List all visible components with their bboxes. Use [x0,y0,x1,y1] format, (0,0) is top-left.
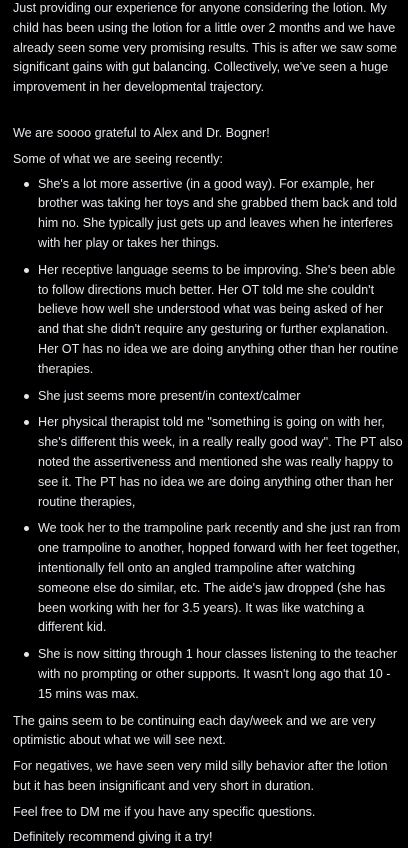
list-item [13,261,403,380]
bullet-icon [24,526,29,531]
bullet-icon [24,182,29,187]
list-item [13,387,403,407]
observations-list [13,175,403,705]
post-thanks-text: We are soooo grateful to Alex and Dr. Bogner! [13,125,270,140]
list-item-text: We took her to the trampoline park recently and she just ran from one trampoline to another, hopped forward with her feet together, intentionally fell onto an angled trampoline after watching someone else do similar, etc. The aide's jaw dropped (she has been working with her for 3.5 years). It was like watching a different kid. [38,521,401,635]
post-dm-text: Feel free to DM me if you have any specific questions. [13,804,316,819]
post-intro-text: Just providing our experience for anyone considering the lotion. My child has been using the lotion for a little over 2 months and we have already seen some very promising results. This is after we saw some significant gains with gut balancing. Collectively, we've seen a huge improvement in her developmental trajectory. [13,1,398,95]
list-item [13,645,403,704]
list-item [13,413,403,512]
bullet-icon [24,420,29,425]
bullet-icon [24,652,29,657]
list-item [13,175,403,254]
post-gains-text: The gains seem to be continuing each day/week and we are very optimistic about what we will see next. [13,713,376,748]
post-negatives-text: For negatives, we have seen very mild silly behavior after the lotion but it has been insignificant and very short in duration. [13,759,388,793]
bullet-icon [24,394,29,399]
list-item-text: Her physical therapist told me "something is going on with her, she's different this week, in a really really good way". The PT also noted the assertiveness and mentioned she was really happy to see it. The PT has no idea we are doing anything other than her routine therapies, [38,415,403,509]
list-item-text: She's a lot more assertive (in a good way). For example, her brother was taking her toys and she grabbed them back and told him no. She typically just gets up and leaves when he interferes with her play or takes her things. [38,176,398,250]
post-recommend-text: Definitely recommend giving it a try! [13,830,213,845]
list-item-text: Her receptive language seems to be improving. She's been able to follow directions much better. Her OT told me she couldn't believe how well she understood what was being asked of her and that she didn't require any gesturing or further explanation. Her OT has no idea we are doing anything other than her routine therapies. [38,262,399,376]
post-list-lead-text: Some of what we are seeing recently: [13,151,224,166]
list-item-text: She is now sitting through 1 hour classes listening to the teacher with no prompting or other supports. It wasn't long ago that 10 - 15 mins was max. [38,647,398,701]
list-item [13,519,403,638]
post-body [13,0,403,848]
bullet-icon [24,268,29,273]
list-item-text: She just seems more present/in context/calmer [38,388,301,403]
